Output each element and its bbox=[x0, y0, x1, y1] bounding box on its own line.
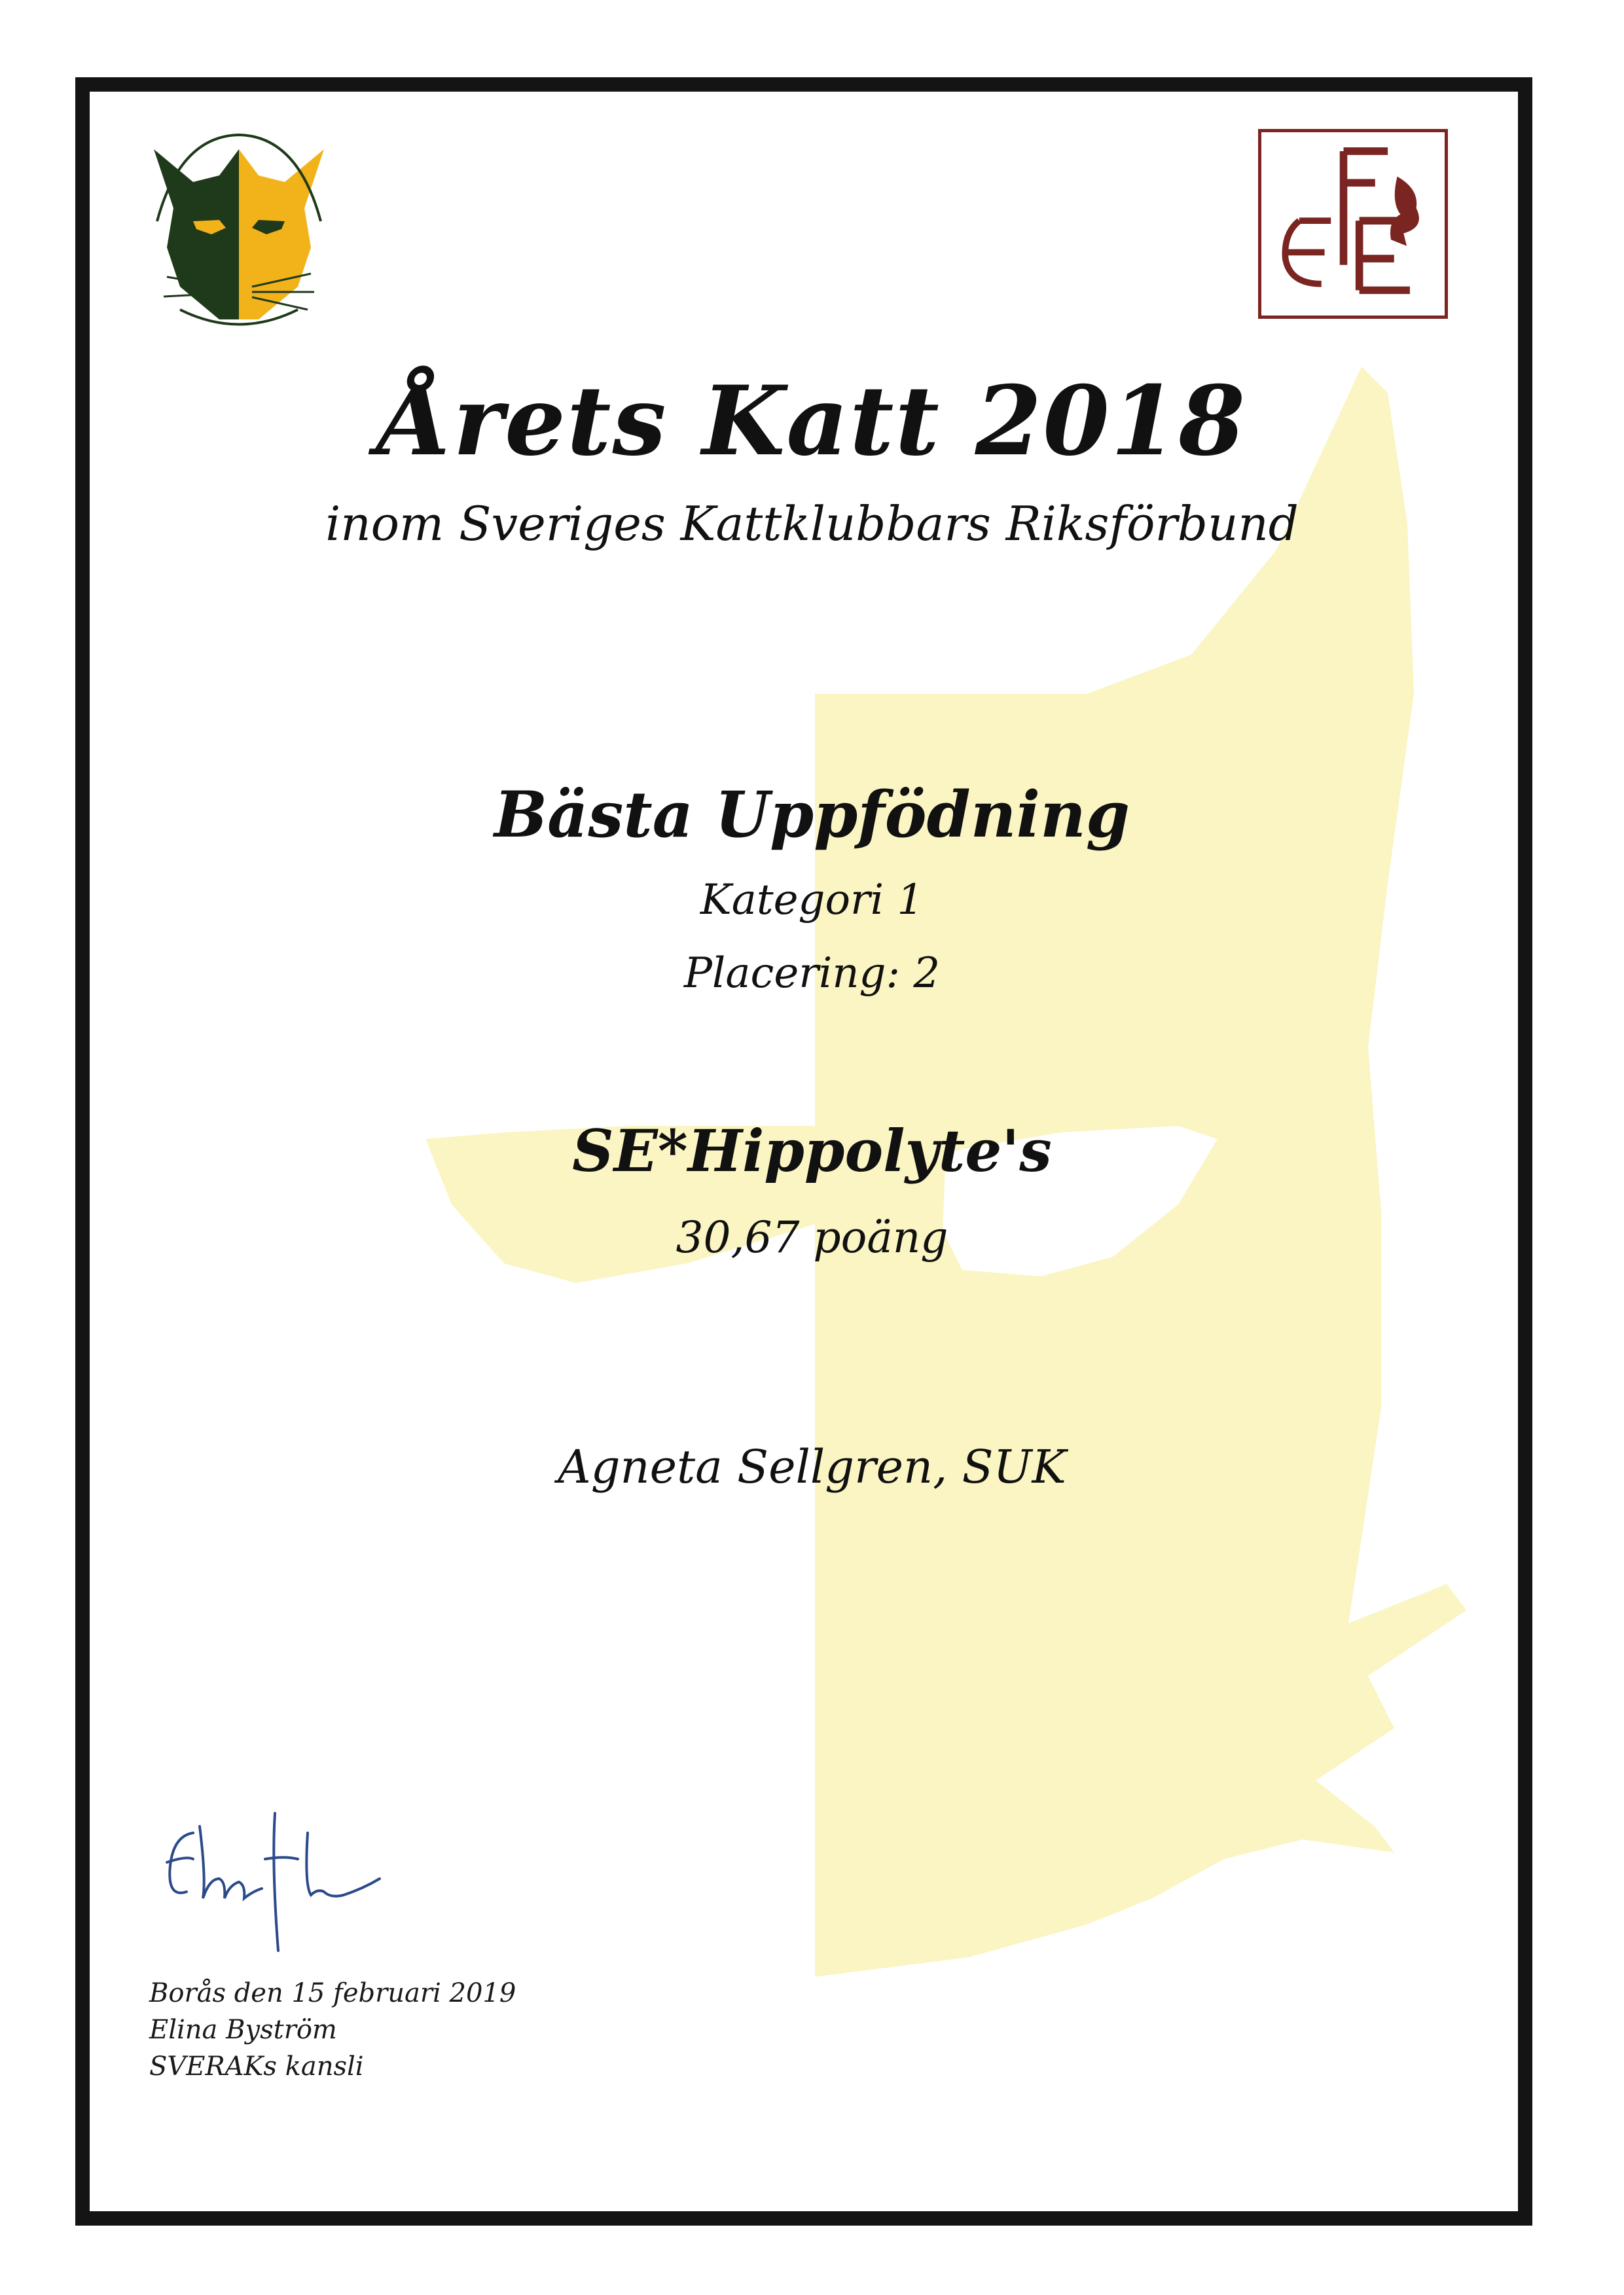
certificate-title: Årets Katt 2018 bbox=[377, 365, 1247, 477]
footer-office: SVERAKs kansli bbox=[149, 2051, 364, 2082]
fife-logo bbox=[1258, 129, 1448, 319]
points-total: 30,67 poäng bbox=[676, 1212, 948, 1263]
footer-place-date: Borås den 15 februari 2019 bbox=[149, 1978, 516, 2008]
handwritten-signature bbox=[147, 1800, 448, 1997]
award-category: Kategori 1 bbox=[700, 876, 924, 924]
award-name: Bästa Uppfödning bbox=[494, 778, 1130, 852]
breeder-name: Agneta Sellgren, SUK bbox=[558, 1440, 1066, 1494]
footer-signer: Elina Byström bbox=[149, 2015, 337, 2045]
certificate-subtitle: inom Sveriges Kattklubbars Riksförbund bbox=[325, 496, 1299, 551]
sverak-cat-mask-logo bbox=[141, 123, 337, 339]
award-placement: Placering: 2 bbox=[683, 949, 941, 998]
cattery-name: SE*Hippolyte's bbox=[572, 1117, 1052, 1185]
